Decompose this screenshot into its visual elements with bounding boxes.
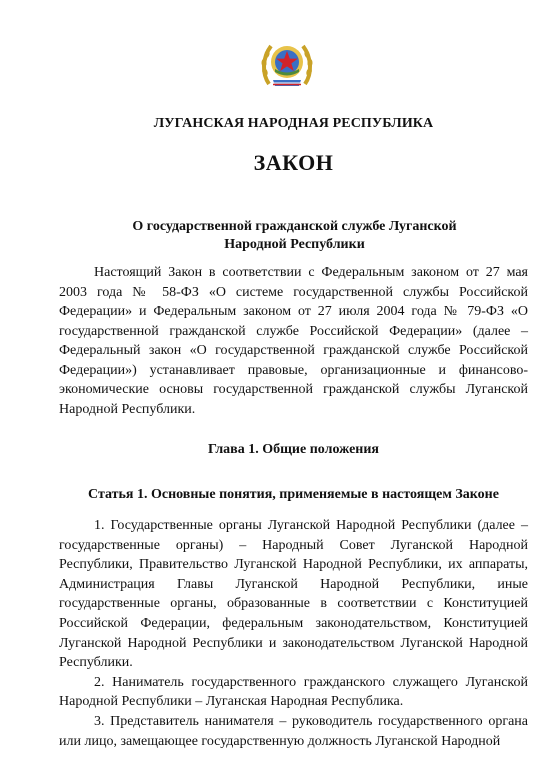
document-type: ЗАКОН xyxy=(253,150,334,175)
preamble-paragraph: Настоящий Закон в соответствии с Федеральным законом от 27 мая 2003 года № 58-ФЗ «О системе государственной службы Российской Федерации» и Федеральным законом от 27 июля 2004 года № 79-ФЗ «О государственной гражданской службе Российской Федерации» (далее – Федеральный закон «О государственной гражданской службе Российской Федерации») устанавливает правовые, организационные и финансово-экономические основы государственной гражданской службы Луганской Народной Республики. xyxy=(59,265,528,417)
lpr-coat-of-arms-icon xyxy=(259,36,315,92)
law-title: О государственной гражданской службе Луганской Народной Республики xyxy=(132,219,457,252)
article-paragraph: 1. Государственные органы Луганской Народной Республики (далее – государственные органы) – Народный Совет Луганской Народной Республики, Правительство Луганской Народной Республики, их аппараты, Администрация Главы Луганской Народной Республики, иные государственные органы, образованные в соответствии с Конституцией Российской Федерации, федеральным законодательством, Конституцией Луганской Народной Республики и законодательством Луганской Народной Республики. xyxy=(59,518,528,671)
article-heading: Статья 1. Основные понятия, применяемые в настоящем Законе xyxy=(88,487,499,502)
article-paragraph: 2. Наниматель государственного гражданского служащего Луганской Народной Республики – Луганская Народная Республика. xyxy=(59,674,528,710)
article-paragraph: 3. Представитель нанимателя – руководитель государственного органа или лицо, замещающее государственную должность Луганской Народной xyxy=(59,713,528,749)
chapter-heading: Глава 1. Общие положения xyxy=(207,442,379,457)
republic-name: ЛУГАНСКАЯ НАРОДНАЯ РЕСПУБЛИКА xyxy=(153,116,434,131)
article-body xyxy=(59,516,528,751)
